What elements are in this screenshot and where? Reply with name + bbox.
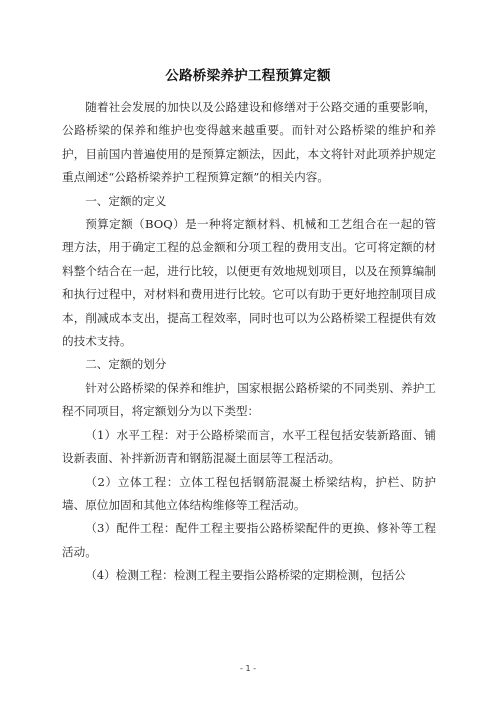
document-title: 公路桥梁养护工程预算定额 <box>165 68 331 84</box>
list-item-structural-works: （2）立体工程：立体工程包括钢筋混凝土桥梁结构，护栏、防护墙、原位加固和其他立体结构维修等工程活动。 <box>62 474 436 512</box>
list-item-accessory-works: （3）配件工程：配件工程主要指公路桥梁配件的更换、修补等工程活动。 <box>62 521 436 559</box>
page-number: - 1 - <box>240 664 256 673</box>
list-item-horizontal-works: （1）水平工程：对于公路桥梁而言，水平工程包括安装新路面、铺设新表面、补拌新沥青和钢筋混凝土面层等工程活动。 <box>62 427 436 466</box>
list-item-inspection-works: （4）检测工程：检测工程主要指公路桥梁的定期检测，包括公 <box>85 568 406 583</box>
document-body <box>62 96 436 588</box>
paragraph-definition: 预算定额（BOQ）是一种将定额材料、机械和工艺组合在一起的管理方法，用于确定工程的总金额和分项工程的费用支出。它可将定额的材料整个结合在一起，进行比较，以便更有效地规划项目，以及在预算编制和执行过程中，对材料和费用进行比较。它可以有助于更好地控制项目成本，削减成本支出，提高工程效率，同时也可以为公路桥梁工程提供有效的技术支持。 <box>62 217 436 349</box>
paragraph-classification-intro: 针对公路桥梁的保养和维护，国家根据公路桥梁的不同类别、养护工程不同项目，将定额划分为以下类型： <box>62 380 436 419</box>
section-heading-classification: 二、定额的划分 <box>85 357 167 372</box>
section-heading-definition: 一、定额的定义 <box>85 193 167 208</box>
paragraph-intro: 随着社会发展的加快以及公路建设和修缮对于公路交通的重要影响，公路桥梁的保养和维护也变得越来越重要。而针对公路桥梁的维护和养护，目前国内普遍使用的是预算定额法，因此，本文将针对此项养护规定重点阐述“公路桥梁养护工程预算定额”的相关内容。 <box>62 100 436 185</box>
